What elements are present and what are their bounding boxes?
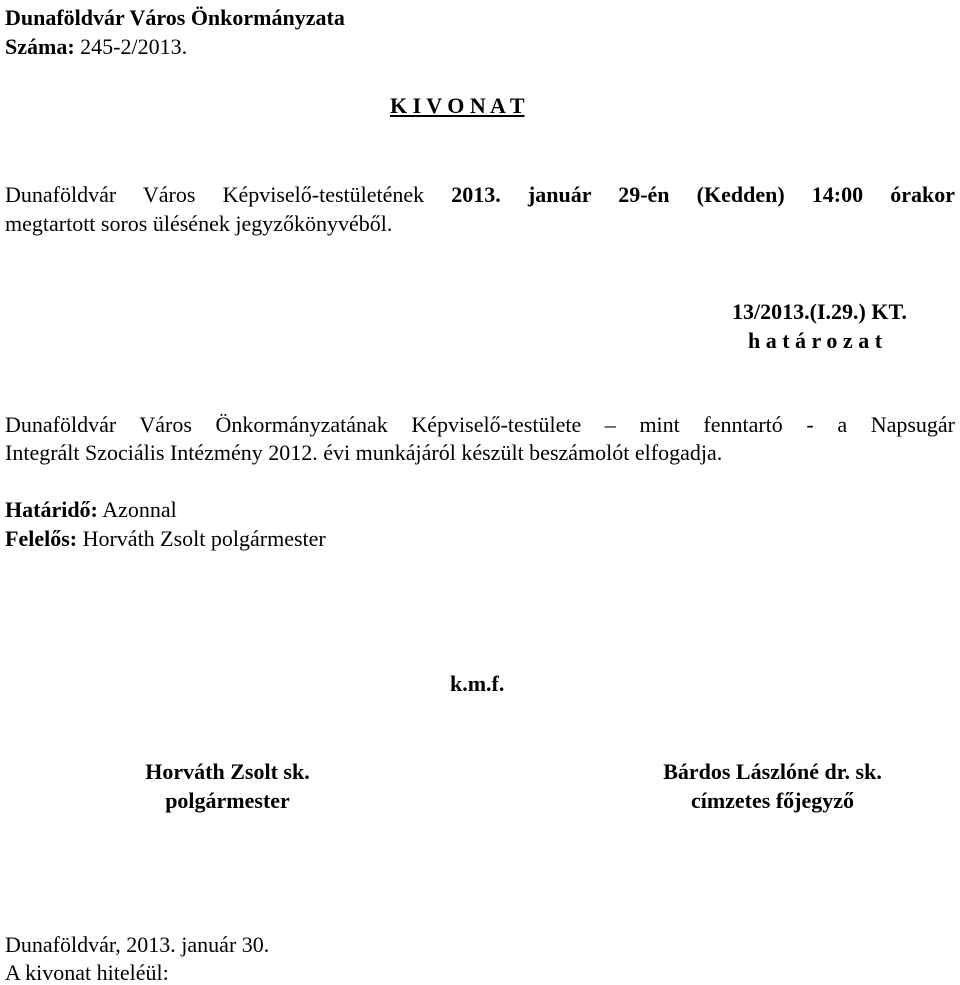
right-signatory-title: címzetes főjegyző bbox=[690, 788, 855, 813]
footer-place-date: Dunaföldvár, 2013. január 30. bbox=[5, 932, 270, 957]
resolution-body-line-2: Integrált Szociális Intézmény 2012. évi munkájáról készült beszámolót elfogadja. bbox=[5, 440, 723, 465]
right-signatory-name: Bárdos Lászlóné dr. sk. bbox=[663, 759, 882, 784]
deadline bbox=[5, 499, 177, 521]
intro-line-1 bbox=[5, 184, 955, 206]
responsible-value: Horváth Zsolt polgármester bbox=[82, 526, 326, 551]
document-number-label: Száma: bbox=[5, 34, 75, 59]
intro-line-2: megtartott soros ülésének jegyzőkönyvéből. bbox=[5, 211, 393, 236]
left-signatory-title: polgármester bbox=[165, 788, 290, 813]
footer-certified: A kivonat hiteléül: bbox=[5, 960, 169, 985]
responsible bbox=[5, 528, 326, 550]
intro-line-1-part-b: 2013. január 29-én (Kedden) 14:00 órakor bbox=[451, 182, 955, 207]
intro-line-1-part-a: Dunaföldvár Város Képviselő-testületének bbox=[5, 182, 425, 207]
responsible-label: Felelős: bbox=[5, 526, 78, 551]
document-number bbox=[5, 36, 187, 58]
resolution-label: h a t á r o z a t bbox=[748, 328, 883, 353]
organization-name: Dunaföldvár Város Önkormányzata bbox=[5, 5, 345, 30]
resolution-body-line-1: Dunaföldvár Város Önkormányzatának Képviselő-testülete – mint fenntartó - a Napsugár bbox=[5, 412, 955, 437]
kmf-mark: k.m.f. bbox=[450, 671, 505, 696]
deadline-label: Határidő: bbox=[5, 497, 98, 522]
deadline-value: Azonnal bbox=[102, 497, 177, 522]
resolution-number: 13/2013.(I.29.) KT. bbox=[732, 299, 907, 324]
document-number-value: 245-2/2013. bbox=[80, 34, 188, 59]
document-title: K I V O N A T bbox=[390, 93, 525, 118]
left-signatory-name: Horváth Zsolt sk. bbox=[145, 759, 310, 784]
